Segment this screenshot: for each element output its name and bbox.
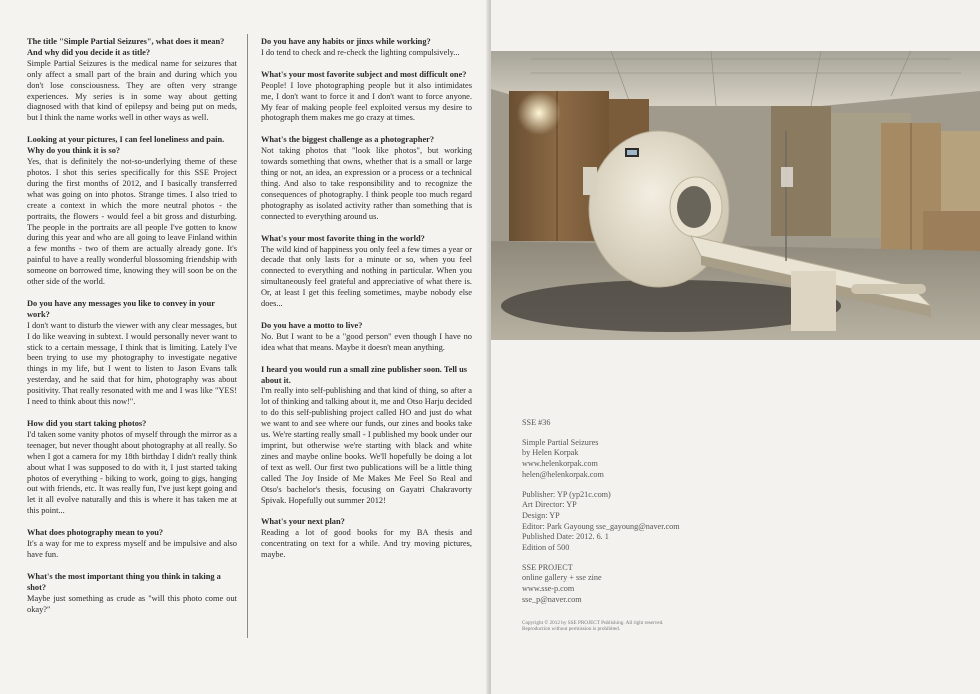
answer: I do tend to check and re-check the lighting compulsively... xyxy=(261,47,460,57)
colophon xyxy=(522,418,822,633)
question: Looking at your pictures, I can feel loneliness and pain. Why do you think it is so? xyxy=(27,135,225,156)
answer: No. But I want to be a "good person" even though I have no idea what that means. Maybe it doesn't mean anything. xyxy=(261,331,472,352)
left-page xyxy=(0,0,488,694)
question: What's your most favorite subject and most difficult one? xyxy=(261,69,467,79)
right-page xyxy=(491,0,980,694)
project-name: SSE PROJECT xyxy=(522,562,573,572)
question: The title "Simple Partial Seizures", what does it mean? And why did you decide it as title? xyxy=(27,37,225,57)
reproduction-line: Reproduction without permission is prohibited. xyxy=(522,626,621,633)
answer: Simple Partial Seizures is the medical name for seizures that only affect a small part of the brain and during which you don't lose consciousness. They are often very strange experiences. My series is in some way about getting diagnosed with that kind of epilepsy and being put on meds, but I think the name works well in other ways as well. xyxy=(27,58,237,123)
question: Do you have a motto to live? xyxy=(261,320,363,330)
answer: The wild kind of happiness you only feel a few times a year or decade that only lasts for a minute or so, when you feel connected to everything and nothing in particular. When you simultaneously feel grateful and appreciative of what there is. Or, at least I get this feeling sometimes, maybe nobody else does... xyxy=(261,244,472,309)
author-website[interactable]: www.helenkorpak.com xyxy=(522,459,598,469)
copyright-notice xyxy=(522,620,822,634)
designer: Design: YP xyxy=(522,510,560,520)
edition: Edition of 500 xyxy=(522,543,570,553)
qa-block xyxy=(261,365,472,507)
question: What's your most favorite thing in the world? xyxy=(261,233,425,243)
column-divider xyxy=(247,34,248,638)
answer: Not taking photos that "look like photos", but working towards something that owns, whether that is a small or large thing or not, an idea, an expression or a process or a technical thing. And also to take responsibility and to recognize the consequences of photography. I think people too much regard photography as isolated activity rather than something that is connected to everything around us. xyxy=(261,146,472,221)
text-column-1 xyxy=(27,37,237,627)
qa-block xyxy=(27,528,237,561)
series-title: Simple Partial Seizures xyxy=(522,437,599,447)
title-block xyxy=(522,438,822,481)
credits-block xyxy=(522,490,822,554)
qa-block xyxy=(261,37,472,59)
question: What's the most important thing you think in taking a shot? xyxy=(27,571,221,592)
qa-block xyxy=(261,135,472,222)
qa-block xyxy=(261,234,472,310)
author-email[interactable]: helen@helenkorpak.com xyxy=(522,469,604,479)
question: Do you have any habits or jinxs while working? xyxy=(261,37,431,46)
answer: I don't want to disturb the viewer with any clear messages, but I do like weaving in subtext. I would personally never want to stick to a certain message, I think that is limiting. Lately I've been trying to use my photography to investigate negative things in my life, but I went to listen to Jason Evans talk yesterday, and he said that for him, photography was about positivity. That really resonated with me and I was like "YES! I need to think about this now!". xyxy=(27,320,237,407)
question: What's your next plan? xyxy=(261,517,345,527)
qa-block xyxy=(27,37,237,124)
answer: Reading a lot of good books for my BA thesis and concentrating on text for a while. And try moving pictures, maybe. xyxy=(261,528,472,560)
qa-block xyxy=(27,572,237,616)
art-director: Art Director: YP xyxy=(522,500,577,510)
answer: Maybe just something as crude as "will this photo come out okay?" xyxy=(27,593,237,614)
author: by Helen Korpak xyxy=(522,448,579,458)
qa-block xyxy=(27,419,237,517)
qa-block xyxy=(261,517,472,561)
project-email[interactable]: sse_p@naver.com xyxy=(522,594,582,604)
publisher: Publisher: YP (yp21c.com) xyxy=(522,489,611,499)
question: How did you start taking photos? xyxy=(27,419,147,428)
project-website[interactable]: www.sse-p.com xyxy=(522,584,575,594)
mri-room-photo xyxy=(491,51,980,340)
copyright-line: Copyright © 2012 by SSE PROJECT Publishing. All right reserved. xyxy=(522,619,664,626)
published-date: Published Date: 2012. 6. 1 xyxy=(522,532,609,542)
answer: Yes, that is definitely the not-so-underlying theme of these photos. I shot this series specifically for this SSE Project during the first months of 2012, and I basically transferred what was going on into photos. Strange times. I also tried to create a context in which the more neutral photos - the portraits, the flowers - would feel a bit gross and disturbing. The people in the portraits are all people I've gotten to know during this year and who are all going to leave Finland within a few months - two of them are actually already gone. It's painful to have a really wonderful blossoming friendship with someone on borrowed time, knowing they will soon be on the other side of the world. xyxy=(27,157,237,287)
qa-block xyxy=(261,70,472,125)
answer: I'm really into self-publishing and that kind of thing, so after a lot of thinking and talking about it, me and Otso Harju decided to do this self-publishing project called HO and just do what we want to and see where our funds, our zines and books take us. We're starting really small - I published my book under our imprint, but otherwise we're starting with black and white zines and maybe online books. We'll hopefully be doing a lot of text as well. Our first two publications will be a little thing called The Joy Inside of Me Makes Me Feel So Real and Otso's bachelor's thesis, focusing on Gayatri Chakravorty Spivak. Hopefully out summer 2012! xyxy=(261,386,472,505)
question: What does photography mean to you? xyxy=(27,528,164,538)
editor: Editor: Park Gayoung sse_gayoung@naver.com xyxy=(522,521,680,531)
project-block xyxy=(522,563,822,606)
question: I heard you would run a small zine publisher soon. Tell us about it. xyxy=(261,364,468,385)
answer: It's a way for me to express myself and be impulsive and also have fun. xyxy=(27,539,237,559)
qa-block xyxy=(261,321,472,354)
answer: I'd taken some vanity photos of myself through the mirror as a teenager, but never thought about photography at all really. So when I got a camera for my 18th birthday I didn't really think about what I was supposed to do with it, I just started taking photos of everything - biking to work, going to gigs, hanging out with friends, etc. It was really fun, I've just kept going and let it all evolve naturally and this is where it has taken me at this point... xyxy=(27,429,237,516)
project-gallery: online gallery + sse zine xyxy=(522,573,602,583)
text-column-2 xyxy=(261,37,472,572)
issue-number: SSE #36 xyxy=(522,418,551,427)
question: What's the biggest challenge as a photographer? xyxy=(261,135,435,145)
answer: People! I love photographing people but it also intimidates me, I don't want to force it and I don't want to force anyone. My fear of making people feel exploited versus my desire to photograph them makes me go crazy at times. xyxy=(261,80,472,123)
qa-block xyxy=(27,135,237,288)
issue-block xyxy=(522,418,822,429)
question: Do you have any messages you like to convey in your work? xyxy=(27,298,215,319)
qa-block xyxy=(27,299,237,408)
